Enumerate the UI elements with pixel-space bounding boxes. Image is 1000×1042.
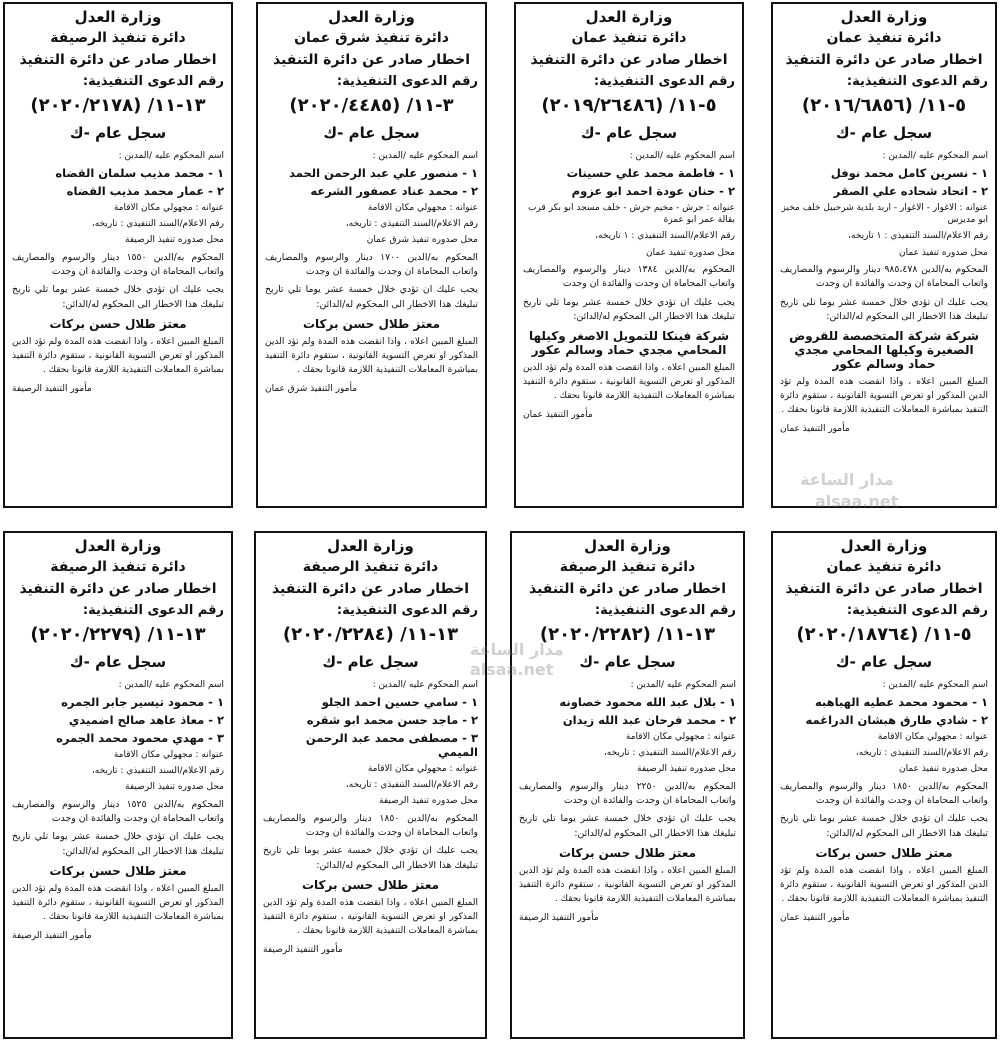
case-number: ١٣-١١/ (٢٠٢٠/٢٢٧٩) <box>30 624 206 645</box>
address: عنوانه : مجهولي مكان الاقامة <box>113 203 224 214</box>
debtor-name: ١ - نسرين كامل محمد نوفل <box>830 166 988 181</box>
debtor-name: ٣ - مصطفى محمد عبد الرحمن الميمي <box>305 731 478 760</box>
notice-heading: اخطار صادر عن دائرة التنفيذ <box>19 52 217 68</box>
issued-place: محل صدوره تنفيذ الرصيفة <box>637 764 736 775</box>
notice-heading: اخطار صادر عن دائرة التنفيذ <box>785 581 983 597</box>
creditor-name: معتز طلال حسن بركات <box>558 846 697 861</box>
case-number: ٥-١١/ (٢٠١٩/٢٦٤٨٦) <box>541 95 717 116</box>
notice-box <box>254 531 487 1039</box>
debtor-name: ١ - محمد مذيب سلمان القضاه <box>55 166 224 181</box>
footer-text: المبلغ المبين اعلاه ، واذا انقضت هذه المدة ولم تؤد الدين المذكور او تعرض التسوية القانونية ، ستقوم دائرة التنفيذ بمباشرة المعاملات التنفيذية اللازمة قانونا بحقك . <box>12 337 224 376</box>
notice-heading: اخطار صادر عن دائرة التنفيذ <box>19 581 217 597</box>
amount-text: المحكوم به/الدين ١٥٥٠ دينار والرسوم والمصاريف واتعاب المحاماة ان وجدت والفائدة ان وجدت <box>12 251 224 277</box>
watermark-text: مدار الساعة <box>800 470 894 489</box>
debtor-name: ١ - منصور علي عبد الرحمن الحمد <box>289 166 478 181</box>
debtor-label: اسم المحكوم عليه /المدين : <box>118 680 224 690</box>
ministry-title: وزارة العدل <box>327 537 414 555</box>
judgment-ref: رقم الاعلام/السند التنفيذي : تاريخه، <box>345 780 478 791</box>
notice-text: يجب عليك ان تؤدي خلال خمسة عشر يوما تلي تاريخ تبليغك هذا الاخطار الى المحكوم له/الدائن: <box>780 813 988 839</box>
case-label: رقم الدعوى التنفيذية: <box>846 603 988 618</box>
signature: مأمور التنفيذ شرق عمان <box>265 384 358 394</box>
watermark-text: alsaa.net <box>815 492 899 511</box>
notice-heading: اخطار صادر عن دائرة التنفيذ <box>272 52 471 68</box>
watermark-text: alsaa.net <box>470 660 554 679</box>
debtor-name: ٢ - معاذ عاهد صالح اضميدي <box>68 713 224 728</box>
notice-text: يجب عليك ان تؤدي خلال خمسة عشر يوما تلي تاريخ تبليغك هذا الاخطار الى المحكوم له/الدائن: <box>265 284 478 310</box>
case-number: ١٣-١١/ (٢٠٢٠/٢١٧٨) <box>30 95 206 116</box>
issued-place: محل صدوره تنفيذ شرق عمان <box>366 235 478 246</box>
ministry-title: وزارة العدل <box>840 537 928 555</box>
notice-text: يجب عليك ان تؤدي خلال خمسة عشر يوما تلي تاريخ تبليغك هذا الاخطار الى المحكوم له/الدائن: <box>12 831 224 857</box>
case-label: رقم الدعوى التنفيذية: <box>336 74 478 89</box>
record-type: سجل عام -ك <box>580 124 678 142</box>
address: عنوانه : مجهولي مكان الاقامة <box>625 732 736 743</box>
address: عنوانه : مجهولي مكان الاقامة <box>367 764 478 775</box>
department-name: دائرة تنفيذ الرصيفة <box>50 559 186 575</box>
debtor-name: ٢ - شادي طارق هبشان الدراغمه <box>805 713 988 728</box>
department-name: دائرة تنفيذ عمان <box>571 30 687 46</box>
notice-text: يجب عليك ان تؤدي خلال خمسة عشر يوما تلي تاريخ تبليغك هذا الاخطار الى المحكوم له/الدائن: <box>780 296 988 322</box>
creditor-name: معتز طلال حسن بركات <box>49 317 187 332</box>
debtor-name: ١ - فاطمة محمد علي حسينات <box>566 166 735 181</box>
ministry-title: وزارة العدل <box>584 537 671 555</box>
debtor-label: اسم المحكوم عليه /المدين : <box>118 151 224 161</box>
judgment-ref: رقم الاعلام/السند التنفيذي : ١ تاريخه، <box>595 231 735 242</box>
debtor-label: اسم المحكوم عليه /المدين : <box>372 151 478 161</box>
department-name: دائرة تنفيذ الرصيفة <box>559 559 696 575</box>
ministry-title: وزارة العدل <box>328 8 415 26</box>
record-type: سجل عام -ك <box>835 124 933 142</box>
issued-place: محل صدوره تنفيذ عمان <box>899 247 988 258</box>
notice-box <box>510 531 745 1039</box>
issued-place: محل صدوره تنفيذ عمان <box>899 764 988 775</box>
debtor-label: اسم المحكوم عليه /المدين : <box>629 151 735 161</box>
footer-text: المبلغ المبين اعلاه ، واذا انقضت هذه المدة ولم تؤد الدين المذكور او تعرض التسوية القانونية ، ستقوم دائرة التنفيذ بمباشرة المعاملات التنفيذية اللازمة قانونا بحقك . <box>12 884 224 923</box>
amount-text: المحكوم به/الدين ١٨٥٠ دينار والرسوم والمصاريف واتعاب المحاماة ان وجدت والفائدة ان وجدت <box>263 812 479 838</box>
signature: مأمور التنفيذ عمان <box>523 410 593 421</box>
notice-box <box>771 531 997 1039</box>
record-type: سجل عام -ك <box>69 653 167 671</box>
creditor-name: معتز طلال حسن بركات <box>302 317 441 332</box>
issued-place: محل صدوره تنفيذ الرصيفة <box>125 782 224 793</box>
record-type: سجل عام -ك <box>69 124 167 142</box>
ministry-title: وزارة العدل <box>840 8 928 26</box>
signature: مأمور التنفيذ عمان <box>780 913 850 923</box>
debtor-name: ٢ - ماجد حسن محمد ابو شقره <box>306 713 478 728</box>
notice-text: يجب عليك ان تؤدي خلال خمسة عشر يوما تلي تاريخ تبليغك هذا الاخطار الى المحكوم له/الدائن: <box>12 284 224 310</box>
case-label: رقم الدعوى التنفيذية: <box>593 74 735 89</box>
department-name: دائرة تنفيذ عمان <box>826 559 942 575</box>
address: عنوانه : مجهولي مكان الاقامة <box>367 203 478 214</box>
case-label: رقم الدعوى التنفيذية: <box>82 74 224 89</box>
footer-text: المبلغ المبين اعلاه ، واذا انقضت هذه المدة ولم تؤد الدين المذكور او تعرض التسوية القانونية ، ستقوم دائرة التنفيذ بمباشرة المعاملات التنفيذية اللازمة قانونا بحقك . <box>263 898 478 937</box>
judgment-ref: رقم الاعلام/السند التنفيذي : تاريخه، <box>603 748 736 759</box>
address: عنوانه : مجهولي مكان الاقامة <box>877 732 988 743</box>
ministry-title: وزارة العدل <box>74 8 162 26</box>
footer-text: المبلغ المبين اعلاه ، واذا انقضت هذه المدة ولم تؤد الدين المذكور او تعرض التسوية القانونية ، ستقوم دائرة التنفيذ بمباشرة المعاملات التنفيذية اللازمة قانونا بحقك . <box>519 866 736 905</box>
notice-text: يجب عليك ان تؤدي خلال خمسة عشر يوما تلي تاريخ تبليغك هذا الاخطار الى المحكوم له/الدائن: <box>263 845 478 871</box>
debtor-name: ١ - بلال عبد الله محمود خصاونه <box>559 695 736 710</box>
debtor-name: ٢ - اتحاد شحاده علي الصقر <box>833 184 988 199</box>
judgment-ref: رقم الاعلام/السند التنفيذي : ١ تاريخه، <box>848 231 988 242</box>
signature: مأمور التنفيذ الرصيفة <box>12 384 92 394</box>
department-name: دائرة تنفيذ الرصيفة <box>302 559 439 575</box>
case-label: رقم الدعوى التنفيذية: <box>594 603 736 618</box>
address: عنوانه : مجهولي مكان الاقامة <box>113 750 224 761</box>
judgment-ref: رقم الاعلام/السند التنفيذي : تاريخه، <box>91 766 224 777</box>
notice-text: يجب عليك ان تؤدي خلال خمسة عشر يوما تلي تاريخ تبليغك هذا الاخطار الى المحكوم له/الدائن: <box>523 296 735 322</box>
creditor-name: شركة فينكا للتمويل الاصغر وكيلها المحامي مجدي حماد وسالم عكور <box>528 329 729 358</box>
debtor-label: اسم المحكوم عليه /المدين : <box>882 680 988 690</box>
debtor-label: اسم المحكوم عليه /المدين : <box>372 680 478 690</box>
notice-box <box>771 2 997 508</box>
record-type: سجل عام -ك <box>323 124 420 142</box>
creditor-name: شركة شركة المتخصصة للقروض الصغيرة وكيلها المحامي مجدي حماد وسالم عكور <box>789 329 979 372</box>
debtor-name: ٢ - محمد عناد عصفور الشرعه <box>310 184 478 199</box>
notice-box <box>3 531 233 1039</box>
creditor-name: معتز طلال حسن بركات <box>301 878 440 893</box>
amount-text: المحكوم به/الدين ١٥٢٥ دينار والرسوم والمصاريف واتعاب المحاماة ان وجدت والفائدة ان وجدت <box>12 798 224 824</box>
debtor-name: ١ - محمود محمد عطيه الهباهبه <box>814 695 988 710</box>
footer-text: المبلغ المبين اعلاه ، واذا انقضت هذه المدة ولم تؤد الدين المذكور او تعرض التسوية القانونية ، ستقوم دائرة التنفيذ بمباشرة المعاملات التنفيذية اللازمة قانونا بحقك . <box>523 363 735 402</box>
record-type: سجل عام -ك <box>579 653 676 671</box>
debtor-label: اسم المحكوم عليه /المدين : <box>630 680 736 690</box>
footer-text: المبلغ المبين اعلاه ، واذا انقضت هذه المدة ولم تؤد الدين المذكور او تعرض التسوية القانونية ، ستقوم دائرة التنفيذ بمباشرة المعاملات التنفيذية اللازمة قانونا بحقك . <box>265 337 478 376</box>
notice-box <box>514 2 744 508</box>
case-number: ٥-١١/ (٢٠١٦/٦٨٥٦) <box>801 95 967 116</box>
address: عنوانه : جرش - مخيم جرش - خلف مسجد ابو بكر قرب بقالة عمر ابو عمرة <box>527 203 735 226</box>
debtor-name: ٢ - عمار محمد مذيب القضاه <box>66 184 224 199</box>
record-type: سجل عام -ك <box>835 653 933 671</box>
signature: مأمور التنفيذ الرصيفة <box>519 913 599 923</box>
ministry-title: وزارة العدل <box>585 8 673 26</box>
notice-box <box>3 2 233 508</box>
issued-place: محل صدوره تنفيذ الرصيفة <box>379 796 478 807</box>
creditor-name: معتز طلال حسن بركات <box>815 846 953 861</box>
signature: مأمور التنفيذ الرصيفة <box>263 945 343 955</box>
creditor-name: معتز طلال حسن بركات <box>49 864 187 879</box>
case-number: ١٣-١١/ (٢٠٢٠/٢٢٨٢) <box>539 624 716 645</box>
notice-heading: اخطار صادر عن دائرة التنفيذ <box>528 581 727 597</box>
judgment-ref: رقم الاعلام/السند التنفيذي : تاريخه، <box>855 748 988 759</box>
notice-box <box>256 2 487 508</box>
judgment-ref: رقم الاعلام/السند التنفيذي : تاريخه، <box>91 219 224 230</box>
debtor-name: ٢ - محمد فرحان عبد الله زيدان <box>562 713 736 728</box>
notice-text: يجب عليك ان تؤدي خلال خمسة عشر يوما تلي تاريخ تبليغك هذا الاخطار الى المحكوم له/الدائن: <box>519 813 736 839</box>
notice-heading: اخطار صادر عن دائرة التنفيذ <box>785 52 983 68</box>
debtor-label: اسم المحكوم عليه /المدين : <box>882 151 988 161</box>
department-name: دائرة تنفيذ عمان <box>826 30 942 46</box>
amount-text: المحكوم به/الدين ١٣٨٤ دينار والرسوم والمصاريف واتعاب المحاماة ان وجدت والفائدة ان وجدت <box>523 263 735 290</box>
issued-place: محل صدوره تنفيذ عمان <box>646 247 735 258</box>
case-number: ٣-١١/ (٢٠٢٠/٤٤٨٥) <box>289 95 454 116</box>
watermark-text: مدار الساعة <box>470 640 564 659</box>
notice-heading: اخطار صادر عن دائرة التنفيذ <box>271 581 470 597</box>
signature: مأمور التنفيذ الرصيفة <box>12 931 92 941</box>
notice-heading: اخطار صادر عن دائرة التنفيذ <box>530 52 728 68</box>
issued-place: محل صدوره تنفيذ الرصيفة <box>125 235 224 246</box>
case-label: رقم الدعوى التنفيذية: <box>82 603 224 618</box>
amount-text: المحكوم به/الدين ٩٨٥،٤٧٨ دينار والرسوم والمصاريف واتعاب المحاماة ان وجدت والفائدة ان وجدت <box>780 263 988 290</box>
debtor-name: ١ - محمود تيسير جابر الجمره <box>61 695 224 710</box>
debtor-name: ٢ - حنان عودة احمد ابو عزوم <box>571 184 735 199</box>
case-number: ١٣-١١/ (٢٠٢٠/٢٢٨٤) <box>282 624 459 645</box>
signature: مأمور التنفيذ عمان <box>780 424 850 435</box>
record-type: سجل عام -ك <box>322 653 419 671</box>
case-label: رقم الدعوى التنفيذية: <box>846 74 988 89</box>
department-name: دائرة تنفيذ شرق عمان <box>294 30 449 46</box>
judgment-ref: رقم الاعلام/السند التنفيذي : تاريخه، <box>345 219 478 230</box>
debtor-name: ١ - سامي حسين احمد الجلو <box>321 695 478 710</box>
amount-text: المحكوم به/الدين ١٨٥٠ دينار والرسوم والمصاريف واتعاب المحاماة ان وجدت والفائدة ان وجدت <box>780 780 989 806</box>
footer-text: المبلغ المبين اعلاه ، واذا انقضت هذه المدة ولم تؤد الدين المذكور او تعرض التسوية القانونية ، ستقوم دائرة التنفيذ بمباشرة المعاملات التنفيذية اللازمة قانونا بحقك . <box>780 866 988 905</box>
address: عنوانه : الاغوار - الاغوار - اربد بلدية شرحبيل خلف مخبز ابو مديرس <box>781 203 988 226</box>
amount-text: المحكوم به/الدين ١٧٠٠ دينار والرسوم والمصاريف واتعاب المحاماة ان وجدت والفائدة ان وجدت <box>265 251 479 277</box>
debtor-name: ٣ - مهدي محمود محمد الجمره <box>56 731 224 746</box>
footer-text: المبلغ المبين اعلاه ، واذا انقضت هذه المدة ولم تؤد الدين المذكور او تعرض التسوية القانونية ، ستقوم دائرة التنفيذ بمباشرة المعاملات التنفيذية اللازمة قانونا بحقك . <box>780 377 988 416</box>
amount-text: المحكوم به/الدين ٢٢٥٠ دينار والرسوم والمصاريف واتعاب المحاماة ان وجدت والفائدة ان وجدت <box>519 780 736 806</box>
ministry-title: وزارة العدل <box>74 537 162 555</box>
case-number: ٥-١١/ (٢٠٢٠/١٨٧٦٤) <box>796 624 972 645</box>
department-name: دائرة تنفيذ الرصيفة <box>50 30 186 46</box>
case-label: رقم الدعوى التنفيذية: <box>336 603 478 618</box>
